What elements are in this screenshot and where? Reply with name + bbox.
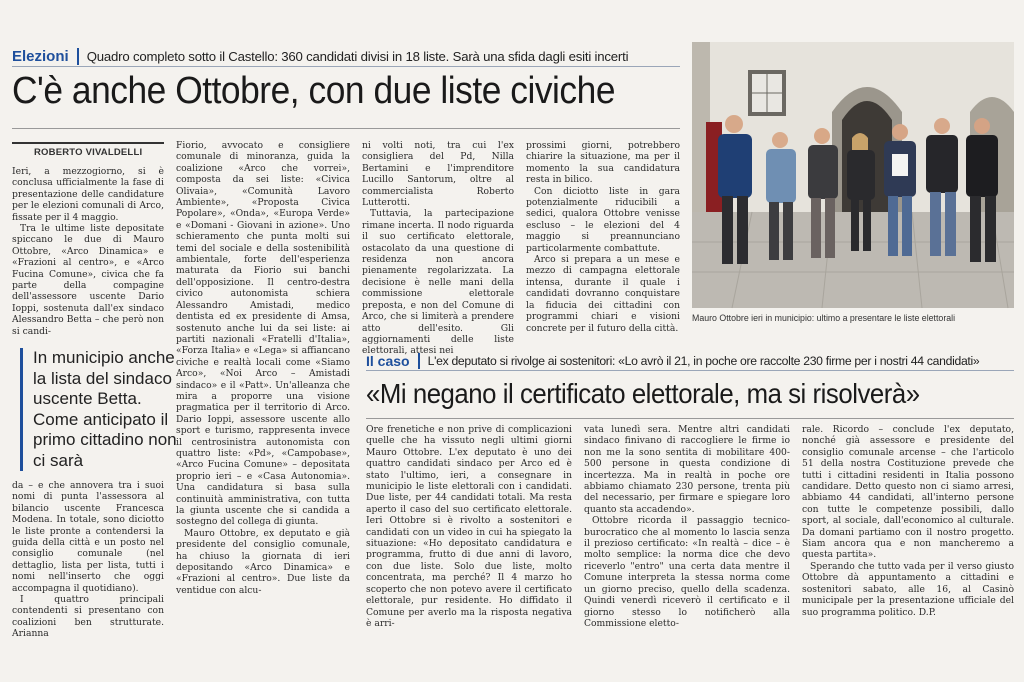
paragraph: Fiorio, avvocato e consigliere comunale di minoranza, guida la coalizione «Arco che vorrei», composta da sei liste: «Civica Olivaia», «Comunità Lavoro Ambiente», «Proposta Civica Popolare», «Onda», «Europa Verde» e «Domani - Giovani in azione». Uno schieramento che punta molti sui temi del sociale e della sostenibilità ambientale, forte dell'esperienza maturata da Fiorio sui banchi dell'opposizione. Il centro-destra civico autonomista schiera Alessandro Amistadi, medico dentista ed ex presidente di Amsa, sostenuto anche lui da sei liste: ai partiti nazionali «Fratelli d'Italia», «Forza Italia» e «Lega» si affiancano civiche e realtà locali come «Siamo Arco», «Noi Arco – Amistadi sindaco» e il «Patt». Un'alleanza che mira a proporre una visione pragmatica per il territorio di Arco. Dario Ioppi, assessore uscente allo sport e turismo, rappresenta invece il centrosinistra autonomista con quattro liste: «Pd», «Campobase», «Arco Fucina Comune» – depositata proprio ieri – e «Casa Autonomia». Una candidatura si basa sulla continuità amministrativa, con tutta la giunta uscente che si candida a sostegno del collega di giunta. bbox=[176, 140, 350, 528]
article-column-4 bbox=[526, 140, 680, 336]
section-label: Il caso bbox=[366, 353, 420, 369]
paragraph: Arco si prepara a un mese e mezzo di campagna elettorale intensa, durante il quale i candidati dovranno conquistare la fiducia dei cittadini con programmi chiari e visioni concrete per il futuro della città. bbox=[526, 254, 680, 334]
paragraph: prossimi giorni, potrebbero chiarire la situazione, ma per il momento la sua candidatura resta in bilico. bbox=[526, 140, 680, 186]
article-kicker-line bbox=[12, 46, 680, 67]
article-column-3 bbox=[362, 140, 514, 357]
paragraph: Ottobre ricorda il passaggio tecnico-burocratico che al momento lo lascia senza il prezioso certificato: «In realtà – dice – è molto semplice: la norma dice che devo riceverlo "entro" una certa data mentre il Comune interpreta la stessa norma come un giorno preciso, quello della scadenza. Quindi venerdì riceverò il certificato e il giorno stesso lo notificherò alla Commissione eletto- bbox=[584, 515, 790, 629]
section-label: Elezioni bbox=[12, 48, 79, 65]
group-photo-illustration bbox=[692, 42, 1014, 308]
photo-caption: Mauro Ottobre ieri in municipio: ultimo a presentare le liste elettorali bbox=[692, 313, 956, 323]
paragraph: Mauro Ottobre, ex deputato e già presidente del consiglio comunale, ha chiuso la giornata di ieri depositando «Arco Dinamica» e «Frazioni al centro». Due liste da ventidue con alcu- bbox=[176, 527, 350, 596]
paragraph: Ore frenetiche e non prive di complicazioni quelle che ha vissuto negli ultimi giorni Mauro Ottobre. L'ex deputato è uno dei quattro candidati sindaco per Arco ed è stato l'ultimo, ieri, a consegnare in municipio le liste elettorali con i candidati. Due liste, per 44 candidati totali. Ma resta aperto il caso del suo certificato elettorale. Ieri Ottobre si è rivolto a sostenitori e candidati con un video in cui ha spiegato la situazione: «Ho depositato candidatura e programma, frutto di due anni di lavoro, con due liste. Solo due liste, molto concentrata, ma perché? Il 4 marzo ho scoperto che non potevo avere il certificato elettorale, pur residente. Ho diffidato il Comune per averlo ma la risposta negativa è arri- bbox=[366, 424, 572, 629]
paragraph: ni volti noti, tra cui l'ex consigliera del Pd, Nilla Bertamini e l'imprenditore Lucillo Santorum, oltre al commercialista Roberto Lutterotti. bbox=[362, 140, 514, 209]
byline: ROBERTO VIVALDELLI bbox=[34, 147, 143, 158]
caso-headline: «Mi negano il certificato elettorale, ma si risolverà» bbox=[366, 378, 920, 409]
paragraph: Tra le ultime liste depositate spiccano le due di Mauro Ottobre, «Arco Dinamica» e «Frazioni al centro», e «Arco Fucina Comune», civica che fa parte della compagine dell'assessore uscente Dario Ioppi, sostenuta dall'ex sindaco Alessandro Betta – che però non si candi- bbox=[12, 223, 164, 337]
article-column-2 bbox=[176, 140, 350, 624]
paragraph: Sperando che tutto vada per il verso giusto Ottobre dà appuntamento a cittadini e sostenitori sabato, alle 16, al Casinò municipale per la presentazione ufficiale del suo programma politico. D.P. bbox=[802, 560, 1014, 618]
article-column-1-top bbox=[12, 166, 164, 336]
paragraph: vata lunedì sera. Mentre altri candidati sindaco finivano di raccogliere le firme io non me la sono sentita di mobilitare 400-500 persone in questa condizione di incertezza. Ma in realtà in poche ore abbiamo chiamato 230 persone, trenta più del necessario, per firmare e spiegare loro quanto sta accadendo». bbox=[584, 424, 790, 515]
caso-column-2 bbox=[584, 424, 790, 629]
caso-column-3 bbox=[802, 424, 1014, 624]
caso-column-1 bbox=[366, 424, 572, 629]
divider bbox=[12, 128, 680, 129]
article-column-1-bottom bbox=[12, 480, 164, 640]
paragraph: I quattro principali contendenti si presentano con coalizioni ben strutturate. Arianna bbox=[12, 594, 164, 640]
paragraph: da – e che annovera tra i suoi nomi di punta l'assessora al bilancio uscente Francesca Modena. In totale, sono diciotto le liste pronte a contendersi la guida della città e un posto nel consiglio comunale (nel dettaglio, lista per lista, tutti i nomi nell'inserto che oggi accompagna il quotidiano). bbox=[12, 480, 164, 594]
article-photo bbox=[692, 42, 1014, 308]
divider bbox=[366, 418, 1014, 419]
caso-kicker-line bbox=[366, 352, 1014, 371]
divider bbox=[12, 142, 164, 144]
paragraph: Ieri, a mezzogiorno, si è conclusa ufficialmente la fase di presentazione delle candidature per le elezioni comunali di Arco, fissate per il 4 maggio. bbox=[12, 166, 164, 223]
article-headline: C'è anche Ottobre, con due liste civiche bbox=[12, 70, 616, 112]
kicker-text: Quadro completo sotto il Castello: 360 candidati divisi in 18 liste. Sarà una sfida dagli esiti incerti bbox=[86, 48, 629, 64]
kicker-text: L'ex deputato si rivolge ai sostenitori: «Lo avrò il 21, in poche ore raccolte 230 firme per i nostri 44 candidati» bbox=[427, 354, 980, 368]
pull-quote: In municipio anche la lista del sindaco uscente Betta. Come anticipato il primo cittadino non ci sarà bbox=[20, 348, 181, 471]
paragraph: Con diciotto liste in gara potenzialmente riducibili a sedici, qualora Ottobre venisse escluso – le elezioni del 4 maggio si preannunciano particolarmente combattute. bbox=[526, 185, 680, 254]
paragraph: rale. Ricordo – conclude l'ex deputato, nonché già assessore e presidente del consiglio comunale arcense – che l'articolo 51 della nostra Costituzione prevede che tutti i cittadini residenti in Italia possono candidare. Detto questo non ci siamo arresi, abbiamo 44 candidati, all'interno persone con tutte le competenze possibili, dallo sport, al sociale, dall'economico al culturale. Da domani partiamo con il nostro progetto. Siam ancora qua e non mancheremo a questa partita». bbox=[802, 424, 1014, 561]
paragraph: Tuttavia, la partecipazione rimane incerta. Il nodo riguarda il suo certificato elettorale, ostacolato da una questione di residenza non ancora pienamente regolarizzata. La decisione è nelle mani della commissione elettorale preposta, e non del Comune di Arco, che si limiterà a prendere atto dell'esito. Gli aggiornamenti delle liste elettorali, attesi nei bbox=[362, 208, 514, 357]
